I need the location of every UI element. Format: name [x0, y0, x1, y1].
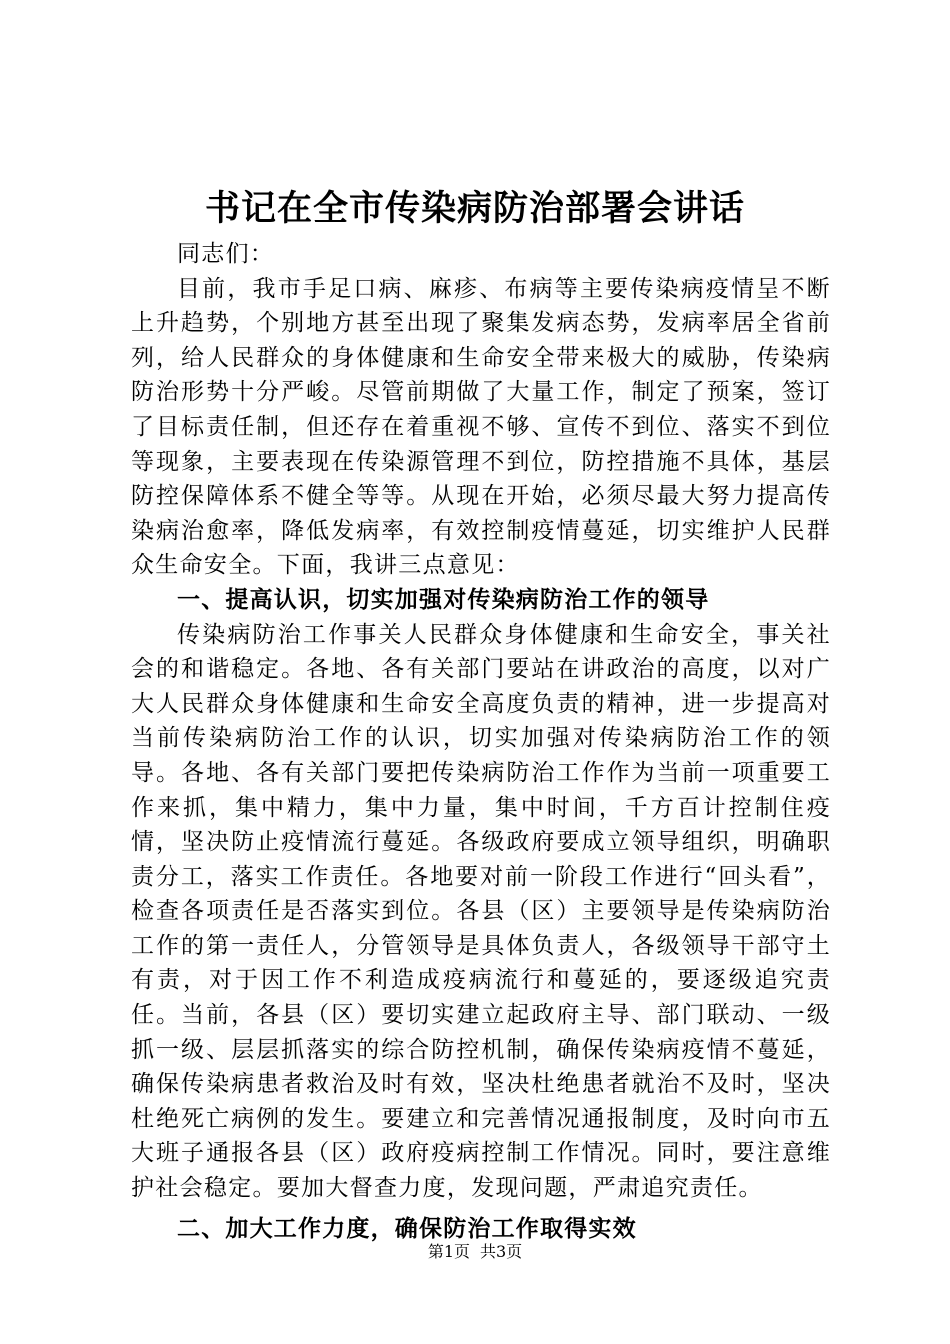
- document-body: [131, 237, 831, 1246]
- document-title: 书记在全市传染病防治部署会讲话: [204, 189, 745, 229]
- section-1-paragraph: 传染病防治工作事关人民群众身体健康和生命安全，事关社会的和谐稳定。各地、各有关部门要站在讲政治的高度，以对广大人民群众身体健康和生命安全高度负责的精神，进一步提高对当前传染病防治工作的认识，切实加强对传染病防治工作的领导。各地、各有关部门要把传染病防治工作作为当前一项重要工作来抓，集中精力，集中力量，集中时间，千方百计控制住疫情，坚决防止疫情流行蔓延。各级政府要成立领导组织，明确职责分工，落实工作责任。各地要对前一阶段工作进行“回头看”，检查各项责任是否落实到位。各县（区）主要领导是传染病防治工作的第一责任人，分管领导是具体负责人，各级领导干部守土有责，对于因工作不利造成疫病流行和蔓延的，要逐级追究责任。当前，各县（区）要切实建立起政府主导、部门联动、一级抓一级、层层抓落实的综合防控机制，确保传染病疫情不蔓延，确保传染病患者救治及时有效，坚决杜绝患者就治不及时，坚决杜绝死亡病例的发生。要建立和完善情况通报制度，及时向市五大班子通报各县（区）政府疫病控制工作情况。同时，要注意维护社会稳定。要加大督查力度，发现问题，严肃追究责任。: [131, 621, 831, 1202]
- salutation: 同志们：: [177, 241, 275, 267]
- page-number-current: 第1页: [427, 1242, 470, 1261]
- intro-paragraph: 目前，我市手足口病、麻疹、布病等主要传染病疫情呈不断上升趋势，个别地方甚至出现了聚集发病态势，发病率居全省前列，给人民群众的身体健康和生命安全带来极大的威胁，传染病防治形势十分严峻。尽管前期做了大量工作，制定了预案，签订了目标责任制，但还存在着重视不够、宣传不到位、落实不到位等现象，主要表现在传染源管理不到位，防控措施不具体，基层防控保障体系不健全等等。从现在开始，必须尽最大努力提高传染病治愈率，降低发病率，有效控制疫情蔓延，切实维护人民群众生命安全。下面，我讲三点意见：: [131, 275, 831, 579]
- section-heading-1: 一、提高认识，切实加强对传染病防治工作的领导: [177, 586, 710, 613]
- page-number-total: 共3页: [480, 1242, 523, 1261]
- page-footer: [0, 1242, 950, 1262]
- section-heading-2: 二、加大工作力度，确保防治工作取得实效: [177, 1215, 637, 1242]
